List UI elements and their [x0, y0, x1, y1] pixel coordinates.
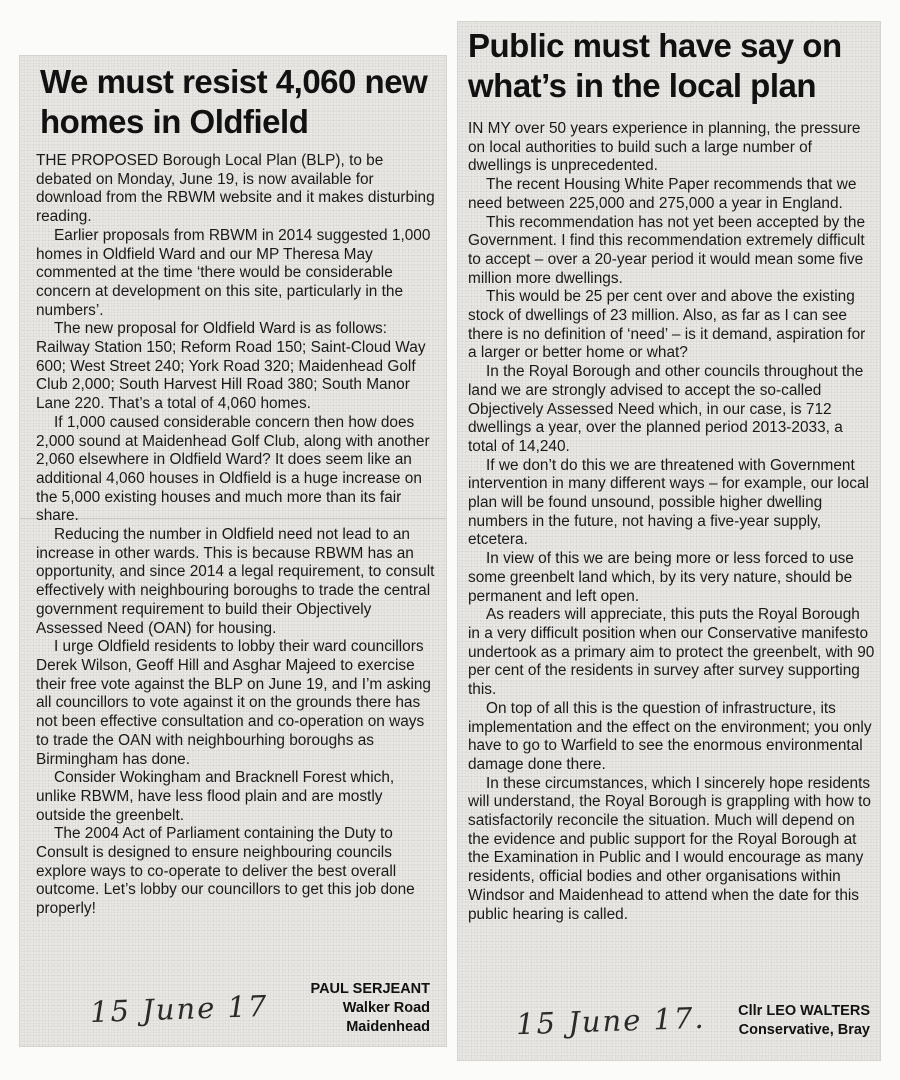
letter-clipping-right: [458, 22, 880, 1060]
right-paragraph-2: The recent Housing White Paper recommends that we need between 225,000 and 275,000 a year in England.: [468, 176, 857, 212]
right-paragraph-4: This would be 25 per cent over and above the existing stock of dwellings of 23 million. Also, as far as I can see there is no definition of ‘need’ – is it demand, aspiration for a larger or better home or what?: [468, 288, 866, 362]
right-signature: [738, 1002, 870, 1040]
right-handwritten-date: 15 June 17.: [515, 1000, 707, 1042]
left-headline: We must resist 4,060 new homes in Oldfield: [40, 63, 428, 140]
right-letter-body: [468, 120, 876, 924]
left-signature-name: PAUL SERJEANT: [310, 981, 430, 997]
right-headline: Public must have say on what’s in the local plan: [468, 27, 842, 104]
left-paragraph-4: If 1,000 caused considerable concern then how does 2,000 sound at Maidenhead Golf Club, along with another 2,060 elsewhere in Oldfield Ward? It does seem like an additional 4,060 houses in Oldfield is a huge increase on the 5,000 existing houses and much more than its fair share.: [36, 413, 430, 525]
right-paragraph-5: In the Royal Borough and other councils throughout the land we are strongly advised to accept the so-called Objectively Assessed Need which, in our case, is 712 dwellings a year, over the planned period 2013-2033, a total of 14,240.: [468, 363, 864, 455]
left-paragraph-3: The new proposal for Oldfield Ward is as follows: Railway Station 150; Reform Road 150; Saint-Cloud Way 600; West Street 240; York Road 320; Maidenhead Golf Club 2,000; South Harvest Hill Road 380; South Manor Lane 220. That’s a total of 4,060 homes.: [36, 320, 426, 413]
left-signature: [310, 980, 430, 1037]
right-paragraph-9: On top of all this is the question of infrastructure, its implementation and the effect on the environment; you only have to go to Warfield to see the enormous environmental damage done there.: [468, 699, 872, 773]
left-signature-town: Maidenhead: [346, 1019, 430, 1035]
right-paragraph-10: In these circumstances, which I sincerely hope residents will understand, the Royal Borough is grappling with how to satisfactorily reconcile the situation. Much will depend on the evidence and public support for the Royal Borough at the Examination in Public and I would encourage as many residents, official bodies and other organisations within Windsor and Maidenhead to attend when the date for this public hearing is called.: [468, 774, 871, 923]
fold-line: [20, 518, 446, 519]
left-paragraph-7: Consider Wokingham and Bracknell Forest which, unlike RBWM, have less flood plain and are mostly outside the greenbelt.: [36, 769, 395, 824]
left-signature-street: Walker Road: [342, 1000, 430, 1016]
letter-clipping-left: [20, 56, 446, 1046]
right-paragraph-6: If we don’t do this we are threatened with Government intervention in many different ways – for example, our local plan will be found unsound, possible higher dwelling numbers in the future, not having a five-year supply, etcetera.: [468, 456, 869, 549]
right-paragraph-3: This recommendation has not yet been accepted by the Government. I find this recommendation extremely difficult to accept – over a 20-year period it would mean some five million more dwellings.: [468, 213, 866, 287]
left-handwritten-date: 15 June 17: [89, 988, 269, 1030]
right-signature-name: Cllr LEO WALTERS: [738, 1003, 870, 1019]
left-paragraph-5: Reducing the number in Oldfield need not lead to an increase in other wards. This is because RBWM has an opportunity, and since 2014 a legal requirement, to consult effectively with neighbouring boroughs to trade the central government requirement to build their Objectively Assessed Need (OAN) for housing.: [36, 526, 435, 637]
right-paragraph-1: IN MY over 50 years experience in planning, the pressure on local authorities to build such a large number of dwellings is unprecedented.: [468, 120, 861, 175]
right-paragraph-7: In view of this we are being more or less forced to use some greenbelt land which, by its very nature, should be permanent and left open.: [468, 550, 854, 605]
right-paragraph-8: As readers will appreciate, this puts the Royal Borough in a very difficult position when our Conservative manifesto undertook as a primary aim to protect the greenbelt, with 90 per cent of the residents in survey after survey supporting this.: [468, 606, 875, 699]
left-paragraph-8: The 2004 Act of Parliament containing the Duty to Consult is designed to ensure neighbouring councils explore ways to co-operate to deliver the best overall outcome. Let’s lobby our councillors to get this job done properly!: [36, 825, 415, 918]
left-paragraph-2: Earlier proposals from RBWM in 2014 suggested 1,000 homes in Oldfield Ward and our MP Theresa May commented at the time ‘there would be considerable concern at development on this site, particularly in the numbers’.: [36, 226, 431, 319]
left-letter-body: [36, 152, 436, 919]
left-paragraph-1: THE PROPOSED Borough Local Plan (BLP), to be debated on Monday, June 19, is now available for download from the RBWM website and it makes disturbing reading.: [36, 152, 435, 226]
right-signature-affiliation: Conservative, Bray: [738, 1022, 870, 1038]
left-paragraph-6: I urge Oldfield residents to lobby their ward councillors Derek Wilson, Geoff Hill and Asghar Majeed to exercise their free vote against the BLP on June 19, and I’m asking all councillors to vote against it on the grounds there has not been effective consultation and co-operation on ways to trade the OAN with neighbourhing boroughs as Birmingham has done.: [36, 638, 431, 768]
